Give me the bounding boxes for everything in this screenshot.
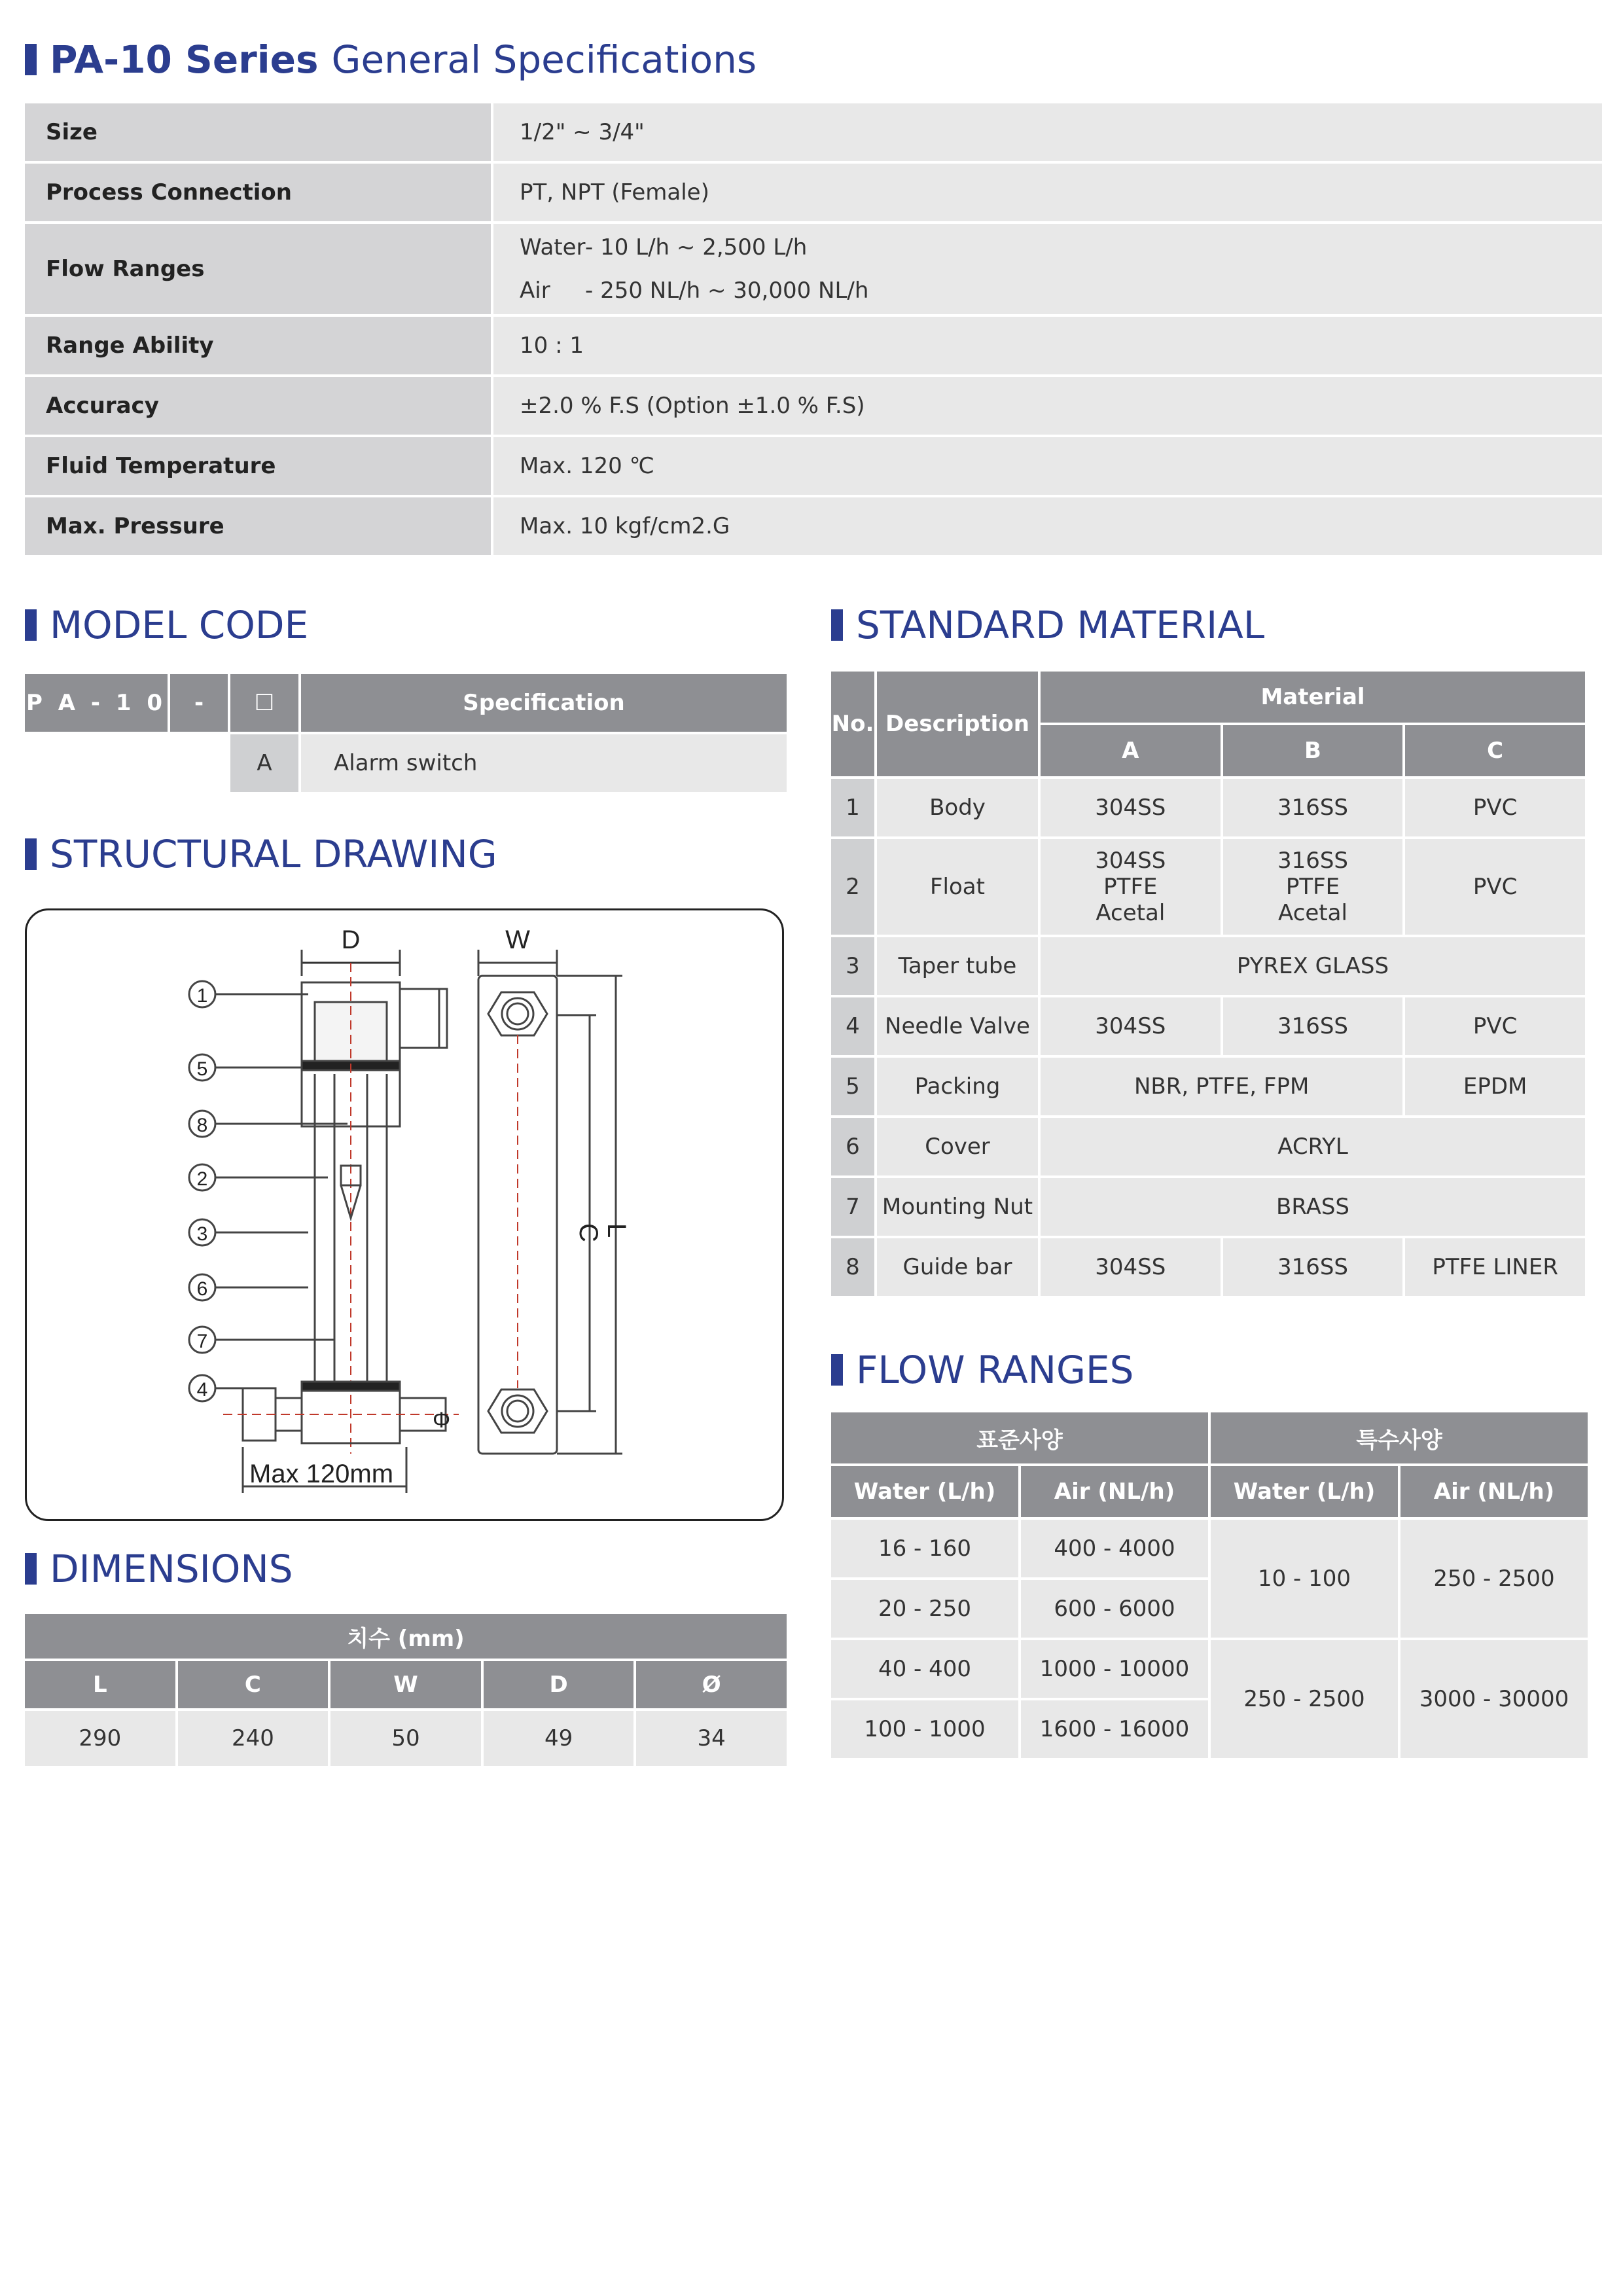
mat-desc: Packing: [877, 1058, 1038, 1115]
spec-label: Accuracy: [25, 377, 491, 435]
mat-b: 316SS: [1223, 997, 1403, 1055]
mat-b: 316SS: [1223, 1238, 1403, 1296]
flow-special-water: 250 - 2500: [1211, 1640, 1398, 1758]
structural-drawing-box: [25, 908, 784, 1521]
model-code-option: A: [230, 734, 298, 792]
title-bar: [25, 1553, 37, 1585]
model-code-box: ☐: [230, 674, 298, 732]
dim-label-c: C: [574, 1223, 603, 1242]
mat-desc: Mounting Nut: [877, 1178, 1038, 1236]
mat-a: 304SS: [1041, 1238, 1221, 1296]
structural-title-text: STRUCTURAL DRAWING: [50, 832, 497, 876]
mat-c: PVC: [1405, 779, 1585, 836]
mat-header-col: C: [1405, 725, 1585, 776]
flow-std-air: 1600 - 16000: [1021, 1700, 1208, 1758]
title-bar: [25, 44, 37, 75]
material-title-text: STANDARD MATERIAL: [856, 603, 1265, 647]
mat-desc: Cover: [877, 1118, 1038, 1175]
mat-a: 304SS PTFE Acetal: [1041, 839, 1221, 935]
spec-label: Flow Ranges: [25, 224, 491, 314]
model-code-title-text: MODEL CODE: [50, 603, 309, 647]
mat-row: [831, 1058, 1585, 1115]
mat-no: 2: [831, 839, 874, 935]
dim-value: 49: [484, 1711, 634, 1766]
flow-header: Air (NL/h): [1400, 1466, 1588, 1517]
mat-row: [831, 937, 1585, 995]
dimensions-title: [25, 1547, 293, 1591]
title-bar: [25, 838, 37, 870]
spec-value: 1/2" ~ 3/4": [493, 103, 1602, 161]
mat-all: ACRYL: [1041, 1118, 1585, 1175]
spec-row: [25, 224, 1602, 314]
callout-label: 1: [196, 985, 208, 1007]
general-spec-title: [25, 37, 757, 82]
front-view: [223, 950, 459, 1493]
model-code-desc: Alarm switch: [301, 734, 787, 792]
dim-value: 240: [178, 1711, 329, 1766]
spec-label: Max. Pressure: [25, 497, 491, 555]
flow-ranges-title-text: FLOW RANGES: [856, 1348, 1134, 1392]
general-title-rest: General Specifications: [331, 37, 757, 82]
spec-value: Max. 10 kgf/cm2.G: [493, 497, 1602, 555]
flow-range: - 10 L/h ~ 2,500 L/h: [585, 234, 808, 260]
mat-header-col: A: [1041, 725, 1221, 776]
flow-ranges-table: [829, 1410, 1590, 1761]
mat-desc: Guide bar: [877, 1238, 1038, 1296]
mat-no: 3: [831, 937, 874, 995]
mat-row: [831, 997, 1585, 1055]
mat-desc: Needle Valve: [877, 997, 1038, 1055]
structural-title: [25, 832, 497, 876]
dimensions-table: [22, 1611, 789, 1768]
spec-row: [25, 497, 1602, 555]
empty-cell: [25, 734, 168, 792]
flow-std-air: 1000 - 10000: [1021, 1640, 1208, 1698]
callout-label: 4: [196, 1379, 208, 1401]
dim-label-phi: Φ: [433, 1408, 451, 1433]
max-length-label: Max 120mm: [249, 1460, 394, 1488]
spec-label: Size: [25, 103, 491, 161]
mat-header-no: No.: [831, 672, 874, 776]
spec-value: PT, NPT (Female): [493, 164, 1602, 221]
callout-label: 7: [196, 1331, 208, 1352]
mat-header-desc: Description: [877, 672, 1038, 776]
mat-row: [831, 1118, 1585, 1175]
mat-no: 5: [831, 1058, 874, 1115]
mat-b: 316SS: [1223, 779, 1403, 836]
title-bar: [831, 609, 843, 641]
mat-all: BRASS: [1041, 1178, 1585, 1236]
empty-cell: [170, 734, 228, 792]
spec-value: ±2.0 % F.S (Option ±1.0 % F.S): [493, 377, 1602, 435]
mat-no: 7: [831, 1178, 874, 1236]
dimensions-title-text: DIMENSIONS: [50, 1547, 293, 1591]
mat-no: 6: [831, 1118, 874, 1175]
mat-ab: NBR, PTFE, FPM: [1041, 1058, 1402, 1115]
model-code-prefix: P A - 1 0: [25, 674, 168, 732]
flow-special-water: 10 - 100: [1211, 1520, 1398, 1638]
structural-drawing: [27, 910, 782, 1519]
flow-special-air: 250 - 2500: [1400, 1520, 1588, 1638]
dim-label-d: D: [341, 925, 361, 954]
flow-std-air: 600 - 6000: [1021, 1580, 1208, 1638]
flow-medium: Water: [520, 234, 586, 260]
flow-std-water: 20 - 250: [831, 1580, 1018, 1638]
mat-c: PVC: [1405, 997, 1585, 1055]
callout-label: 3: [196, 1223, 208, 1245]
flow-header: Air (NL/h): [1021, 1466, 1208, 1517]
mat-desc: Float: [877, 839, 1038, 935]
flow-std-water: 40 - 400: [831, 1640, 1018, 1698]
mat-a: 304SS: [1041, 779, 1221, 836]
spec-label: Process Connection: [25, 164, 491, 221]
mat-c: EPDM: [1405, 1058, 1585, 1115]
flow-row: [831, 1640, 1588, 1698]
mat-row: [831, 779, 1585, 836]
mat-row: [831, 1238, 1585, 1296]
dim-header: L: [25, 1661, 175, 1708]
mat-desc: Taper tube: [877, 937, 1038, 995]
callout-label: 8: [196, 1115, 208, 1136]
flow-ranges-title: [831, 1348, 1134, 1392]
model-code-spec-header: Specification: [301, 674, 787, 732]
mat-c: PVC: [1405, 839, 1585, 935]
material-table: [829, 669, 1588, 1299]
dim-value: 50: [330, 1711, 481, 1766]
dim-header: W: [330, 1661, 481, 1708]
mat-c: PTFE LINER: [1405, 1238, 1585, 1296]
general-title-bold: PA-10 Series: [50, 37, 319, 82]
mat-row: [831, 839, 1585, 935]
title-bar: [25, 609, 37, 641]
callout-label: 5: [196, 1058, 208, 1080]
mat-header-material: Material: [1041, 672, 1585, 723]
flow-std-water: 100 - 1000: [831, 1700, 1018, 1758]
flow-special-air: 3000 - 30000: [1400, 1640, 1588, 1758]
flow-range: - 250 NL/h ~ 30,000 NL/h: [585, 278, 869, 304]
flow-group-special: 특수사양: [1211, 1412, 1588, 1463]
callout-2: [189, 1164, 328, 1191]
flow-header: Water (L/h): [1211, 1466, 1398, 1517]
model-code-dash: -: [170, 674, 228, 732]
flow-group-standard: 표준사양: [831, 1412, 1208, 1463]
flow-header: Water (L/h): [831, 1466, 1018, 1517]
spec-label: Range Ability: [25, 317, 491, 374]
spec-row: [25, 317, 1602, 374]
model-code-table: [22, 672, 789, 795]
spec-label: Fluid Temperature: [25, 437, 491, 495]
spec-value: 10 : 1: [493, 317, 1602, 374]
spec-row: [25, 164, 1602, 221]
dim-label-l: L: [602, 1223, 631, 1238]
spec-row: [25, 437, 1602, 495]
mat-b: 316SS PTFE Acetal: [1223, 839, 1403, 935]
mat-desc: Body: [877, 779, 1038, 836]
mat-no: 1: [831, 779, 874, 836]
model-code-title: [25, 603, 309, 647]
side-view: [478, 950, 622, 1454]
flow-std-air: 400 - 4000: [1021, 1520, 1208, 1577]
dim-value: 290: [25, 1711, 175, 1766]
callout-8: [189, 1111, 348, 1137]
mat-header-col: B: [1223, 725, 1403, 776]
dim-header: Ø: [636, 1661, 787, 1708]
dim-value: 34: [636, 1711, 787, 1766]
spec-value-flow: [493, 224, 1602, 314]
mat-a: 304SS: [1041, 997, 1221, 1055]
callout-label: 6: [196, 1278, 208, 1300]
flow-row: [831, 1520, 1588, 1577]
title-bar: [831, 1354, 843, 1386]
mat-all: PYREX GLASS: [1041, 937, 1585, 995]
spec-value: Max. 120 ℃: [493, 437, 1602, 495]
dim-header: D: [484, 1661, 634, 1708]
flow-medium: Air: [520, 278, 550, 304]
dim-header: C: [178, 1661, 329, 1708]
general-spec-table: [22, 101, 1605, 558]
flow-line-water: [520, 226, 1602, 269]
dim-label-w: W: [505, 925, 530, 954]
spec-row: [25, 377, 1602, 435]
callout-label: 2: [196, 1168, 208, 1190]
callout-7: [189, 1327, 334, 1353]
spec-row: [25, 103, 1602, 161]
dimensions-caption: 치수 (mm): [25, 1614, 787, 1659]
flow-std-water: 16 - 160: [831, 1520, 1018, 1577]
mat-no: 8: [831, 1238, 874, 1296]
material-title: [831, 603, 1265, 647]
mat-no: 4: [831, 997, 874, 1055]
mat-row: [831, 1178, 1585, 1236]
flow-line-air: [520, 269, 1602, 312]
